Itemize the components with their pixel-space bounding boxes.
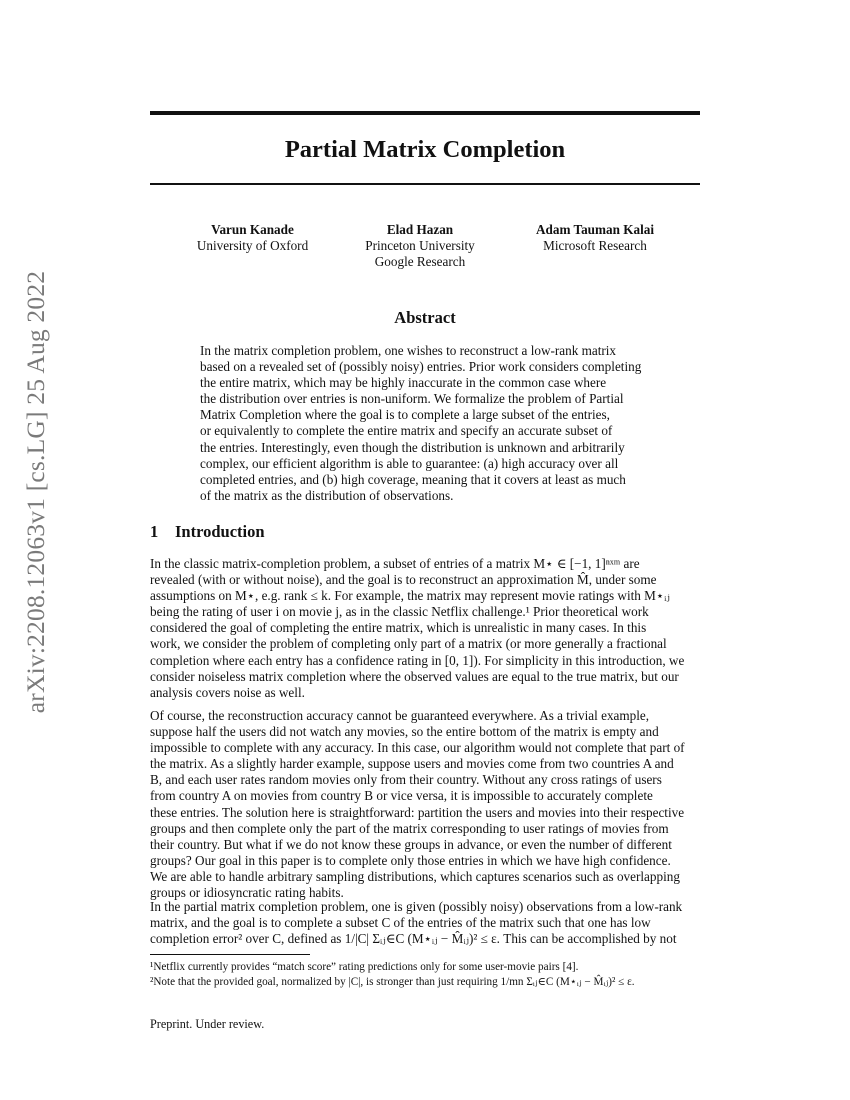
body-line: being the rating of user i on movie j, as in the classic Netflix challenge.¹ Prior theoretical work [150, 604, 649, 620]
abstract-line: the entries. Interestingly, even though the distribution is unknown and arbitrarily [200, 439, 625, 455]
author-name: Elad Hazan [386, 222, 454, 237]
body-line: revealed (with or without noise), and the goal is to reconstruct an approximation M̂, under some [150, 572, 657, 588]
body-line: the matrix. As a slightly harder example, suppose users and movies come from two countries A and [150, 756, 674, 772]
author-affiliation: Microsoft Research [543, 238, 647, 253]
body-line: groups or idiosyncratic rating habits. [150, 885, 344, 901]
author-name: Adam Tauman Kalai [536, 222, 654, 237]
body-line: assumptions on M⋆, e.g. rank ≤ k. For example, the matrix may represent movie ratings with M⋆ᵢⱼ [150, 588, 670, 604]
body-line: completion where each entry has a confidence rating in [0, 1]). For simplicity in this introduction, we [150, 652, 685, 668]
intro-paragraph-1 [150, 556, 700, 701]
abstract-body [200, 343, 650, 504]
footnote-1: ¹Netflix currently provides “match score” rating predictions only for some user-movie pairs [4]. [150, 961, 579, 973]
body-line: matrix, and the goal is to complete a subset C of the entries of the matrix such that one has low [150, 915, 651, 931]
arxiv-identifier: arXiv:2208.12063v1 [cs.LG] 25 Aug 2022 [21, 270, 50, 714]
body-line: these entries. The solution here is straightforward: partition the users and movies into their respective [150, 804, 685, 820]
abstract-line: or equivalently to complete the entire matrix and specify an accurate subset of [200, 423, 613, 439]
abstract-line: completed entries, and (b) high coverage, meaning that it covers at least as much [200, 471, 626, 487]
body-line: suppose half the users did not watch any movies, so the entire bottom of the matrix is empty and [150, 724, 659, 740]
footnote-rule [150, 954, 310, 955]
body-line: from country A on movies from country B or vice versa, it is impossible to accurately complete [150, 788, 653, 804]
abstract-line: complex, our efficient algorithm is able to guarantee: (a) high accuracy over all [200, 455, 619, 471]
body-line: analysis covers noise as well. [150, 684, 305, 700]
title-bottom-rule [150, 183, 700, 185]
author-block-1 [180, 222, 325, 254]
preprint-notice: Preprint. Under review. [150, 1017, 265, 1031]
abstract-heading: Abstract [394, 308, 456, 327]
paper-title: Partial Matrix Completion [284, 136, 566, 163]
abstract-line: based on a revealed set of (possibly noisy) entries. Prior work considers completing [200, 359, 642, 375]
arxiv-side-stamp [6, 270, 66, 714]
body-line: In the classic matrix-completion problem, a subset of entries of a matrix M⋆ ∈ [−1, 1]ⁿˣᵐ are [150, 556, 640, 571]
abstract-line: the entire matrix, which may be highly inaccurate in the common case where [200, 375, 607, 391]
title-top-rule [150, 111, 700, 115]
author-affiliation: Princeton University [365, 238, 475, 253]
body-line: groups and then complete only the part of the matrix corresponding to user ratings of movies from [150, 820, 669, 836]
intro-paragraph-2 [150, 708, 700, 901]
body-line: consider noiseless matrix completion where the observed values are equal to the true matrix, but our [150, 668, 679, 684]
body-line: impossible to complete with any accuracy. In this case, our algorithm would not complete that part of [150, 740, 685, 756]
abstract-line: Matrix Completion where the goal is to complete a large subset of the entries, [200, 407, 610, 423]
author-block-3 [515, 222, 675, 254]
body-line: Of course, the reconstruction accuracy cannot be guaranteed everywhere. As a trivial example, [150, 708, 650, 723]
body-line: In the partial matrix completion problem, one is given (possibly noisy) observations from a low-rank [150, 899, 683, 914]
section-number: 1 [150, 522, 159, 541]
body-line: considered the goal of completing the entire matrix, which is unrealistic in many cases. In this [150, 620, 647, 636]
abstract-line: In the matrix completion problem, one wishes to reconstruct a low-rank matrix [200, 343, 617, 358]
body-line: completion error² over C, defined as 1/|C| Σᵢⱼ∈C (M⋆ᵢⱼ − M̂ᵢⱼ)² ≤ ε. This can be accomplished by not [150, 931, 677, 947]
section-heading [150, 522, 265, 542]
body-line: work, we consider the problem of completing only part of a matrix (or more generally a fractional [150, 636, 667, 652]
body-line: groups? Our goal in this paper is to complete only those entries in which we have high confidence. [150, 852, 671, 868]
author-affiliation: University of Oxford [196, 238, 309, 253]
abstract-line: the distribution over entries is non-uniform. We formalize the problem of Partial [200, 391, 624, 407]
author-block-2 [345, 222, 495, 270]
abstract-line: of the matrix as the distribution of observations. [200, 487, 454, 503]
body-line: We are able to handle arbitrary sampling distributions, which captures scenarios such as overlapping [150, 868, 680, 884]
body-line: B, and each user rates random movies only from their country. Without any cross ratings of users [150, 772, 662, 788]
body-line: their country. But what if we do not know these groups in advance, or even the number of different [150, 836, 672, 852]
footnote-2: ²Note that the provided goal, normalized by |C|, is stronger than just requiring 1/mn Σᵢⱼ∈C (M⋆ᵢⱼ − M̂ᵢⱼ)² ≤ ε. [150, 976, 635, 988]
author-affiliation-secondary: Google Research [374, 254, 466, 269]
section-title: Introduction [175, 522, 265, 541]
author-name: Varun Kanade [211, 222, 294, 237]
intro-paragraph-3 [150, 899, 700, 947]
